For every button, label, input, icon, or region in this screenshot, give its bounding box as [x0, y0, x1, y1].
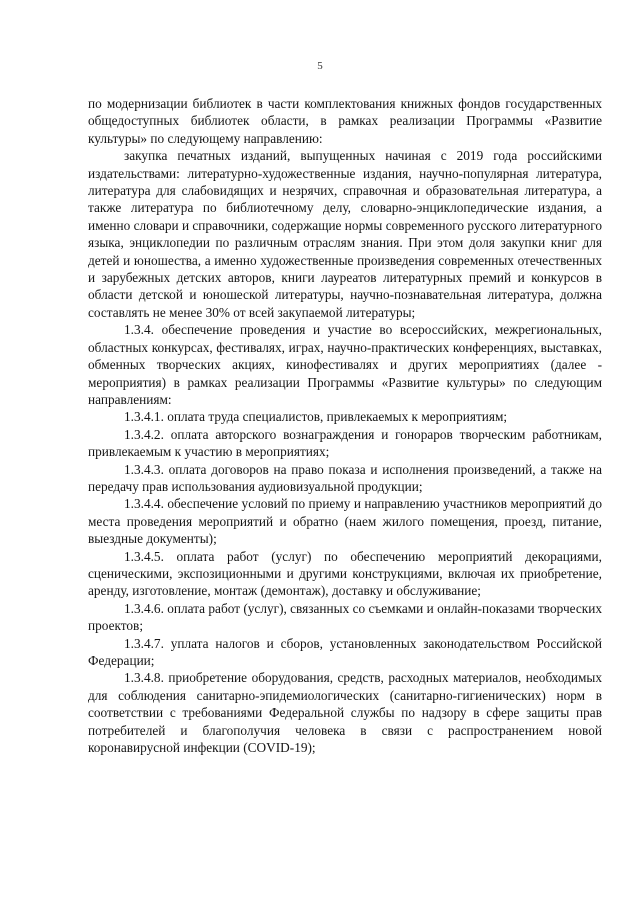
paragraph-1-3-4-1: 1.3.4.1. оплата труда специалистов, привлекаемых к мероприятиям;: [124, 409, 508, 425]
paragraph-1-3-4-8: 1.3.4.8. приобретение оборудования, средств, расходных материалов, необходимых для соблюдения санитарно-эпидемиологических (санитарно-гигиенических) норм в соответствии с требованиями Федеральной службы по надзору в сфере защиты прав потребителей и благополучия человека в связи с распространением новой коронавирусной инфекции (COVID-19);: [88, 670, 602, 756]
paragraph-1-3-4-4: 1.3.4.4. обеспечение условий по приему и направлению участников мероприятий до места проведения мероприятий и обратно (наем жилого помещения, проезд, питание, выездные документы);: [88, 496, 602, 547]
paragraph-1-3-4-7: 1.3.4.7. уплата налогов и сборов, установленных законодательством Российской Федерации;: [88, 635, 602, 668]
paragraph-intro: по модернизации библиотек в части комплектования книжных фондов государственных общедоступных библиотек области, в рамках реализации Программы «Развитие культуры» по следующему направлению:: [88, 96, 602, 146]
paragraph-1-3-4-2: 1.3.4.2. оплата авторского вознаграждения и гонораров творческим работникам, привлекаемым к участию в мероприятиях;: [88, 426, 602, 460]
paragraph-1-3-4: 1.3.4. обеспечение проведения и участие во всероссийских, межрегиональных, областных конкурсах, фестивалях, играх, научно-практических конференциях, выставках, обменных творческих акциях, кинофестивалях и других мероприятиях (далее - мероприятия) в рамках реализации Программы «Развитие культуры» по следующим направлениям:: [88, 322, 602, 407]
page-number: 5: [317, 60, 323, 72]
paragraph-1-3-4-3: 1.3.4.3. оплата договоров на право показа и исполнения произведений, а также на передачу прав использования аудиовизуальной продукции;: [88, 461, 602, 494]
paragraph-1-3-4-6: 1.3.4.6. оплата работ (услуг), связанных со съемками и онлайн-показами творческих проектов;: [88, 600, 602, 634]
paragraph-procurement: закупка печатных изданий, выпущенных начиная с 2019 года российскими издательствами: литературно-художественные издания, научно-популярная литература, литература для слабовидящих и незрячих, справочная и образовательная литература, а также литература по библиотечному делу, словарно-энциклопедические издания, а именно словари и справочники, содержащие нормы современного русского литературного языка, энциклопедии по различным отраслям знания. При этом доля закупки книг для детей и юношества, а именно художественные произведения современных отечественных и зарубежных детских авторов, книги лауреатов литературных премий и конкурсов в области детской и юношеской литературы, научно-познавательная литература, должна составлять не менее 30% от всей закупаемой литературы;: [88, 148, 602, 320]
document-body: [88, 95, 602, 756]
paragraph-1-3-4-5: 1.3.4.5. оплата работ (услуг) по обеспечению мероприятий декорациями, сценическими, экспозиционными и другими конструкциями, включая их приобретение, аренду, изготовление, монтаж (демонтаж), доставку и обслуживание;: [88, 548, 602, 599]
